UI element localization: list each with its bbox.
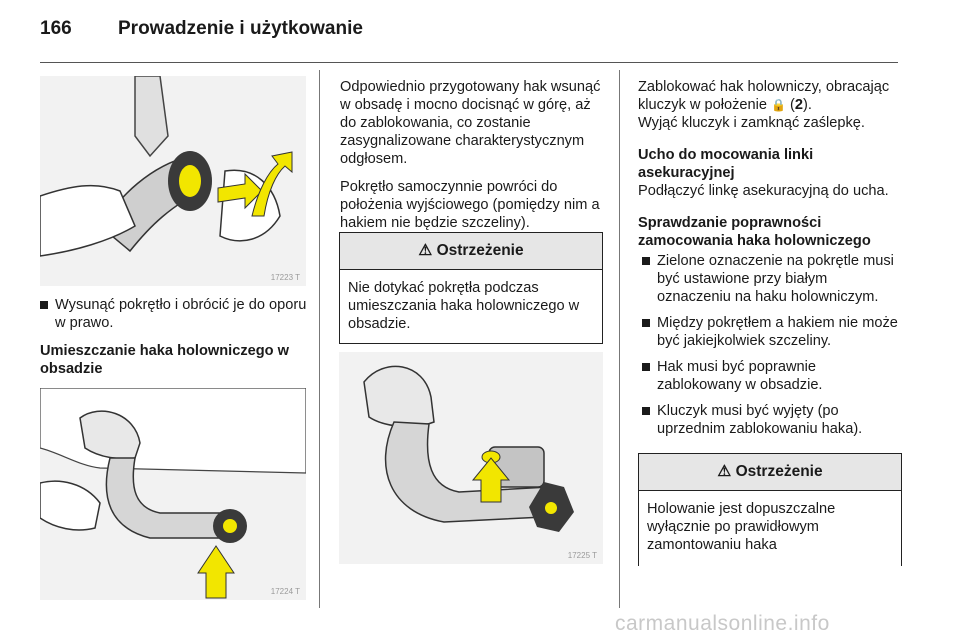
list-item: Zielone oznaczenie na pokrętle musi być ustawione przy białym oznaczeniu na haku holowniczym. [642, 252, 900, 306]
warning-text: Holowanie jest dopuszczalne wyłącznie po prawidłowym zamontowaniu haka [647, 501, 836, 553]
bullet-square-icon [642, 319, 650, 327]
paragraph: Pokrętło samoczynnie powróci do położenia wyjściowego (pomiędzy nim a hakiem nie będzie szczeliny). [340, 179, 600, 231]
paragraph: Podłączyć linkę asekuracyjną do ucha. [638, 183, 889, 199]
warning-header [340, 233, 602, 270]
figure-knob-turning [40, 76, 306, 286]
list-item: Hak musi być poprawnie zablokowany w obsadzie. [642, 358, 900, 394]
figure-code: 17225 T [567, 551, 597, 560]
warning-box [638, 453, 902, 566]
list-item: Między pokrętłem a hakiem nie może być jakiejkolwiek szczeliny. [642, 314, 900, 350]
watermark: carmanualsonline.info [615, 612, 830, 635]
list-item: Kluczyk musi być wyjęty (po uprzednim zablokowaniu haka). [642, 402, 900, 438]
column-divider-1 [319, 70, 320, 608]
figure-hook-locked [339, 352, 603, 564]
subheading-check-mount: Sprawdzanie poprawności zamocowania haka holowniczego [638, 215, 871, 249]
subheading-hook-mount: Umieszczanie haka holowniczego w obsadzie [40, 343, 289, 377]
bullet-square-icon [642, 407, 650, 415]
bullet-square-icon [40, 301, 48, 309]
header-rule [40, 62, 898, 63]
warning-title: Ostrzeżenie [735, 463, 823, 480]
left-column [40, 296, 308, 388]
warning-triangle-icon: ⚠ [418, 242, 433, 259]
subheading-safety-eye: Ucho do mocowania linki asekuracyjnej [638, 147, 814, 181]
bullet-square-icon [642, 363, 650, 371]
middle-column [340, 78, 602, 242]
warning-title: Ostrzeżenie [436, 242, 524, 259]
page-number: 166 [40, 18, 72, 39]
column-divider-2 [619, 70, 620, 608]
list-item-text: Wysunąć pokrętło i obrócić je do oporu w prawo. [55, 297, 307, 331]
figure-code: 17224 T [270, 587, 300, 596]
warning-text: Nie dotykać pokrętła podczas umieszczania haka holowniczego w obsadzie. [348, 280, 580, 332]
warning-header [639, 454, 901, 491]
paragraph: Zablokować hak holowniczy, obracając kluczyk w położenie 🔒 (2). Wyjąć kluczyk i zamknąć zaślepkę. [638, 79, 890, 131]
bullet-square-icon [642, 257, 650, 265]
list-item [40, 296, 308, 332]
lock-icon: 🔒 [771, 98, 786, 112]
figure-hook-insertion [40, 388, 306, 600]
check-list [638, 252, 900, 438]
page-title: Prowadzenie i użytkowanie [118, 18, 363, 39]
right-column [638, 78, 900, 446]
warning-triangle-icon: ⚠ [717, 463, 732, 480]
paragraph: Odpowiednio przygotowany hak wsunąć w obsadę i mocno docisnąć w górę, aż do zablokowania, co zostanie zasygnalizowane charakterystycznym odgłosem. [340, 79, 601, 167]
warning-box [339, 232, 603, 344]
figure-code: 17223 T [270, 273, 300, 282]
